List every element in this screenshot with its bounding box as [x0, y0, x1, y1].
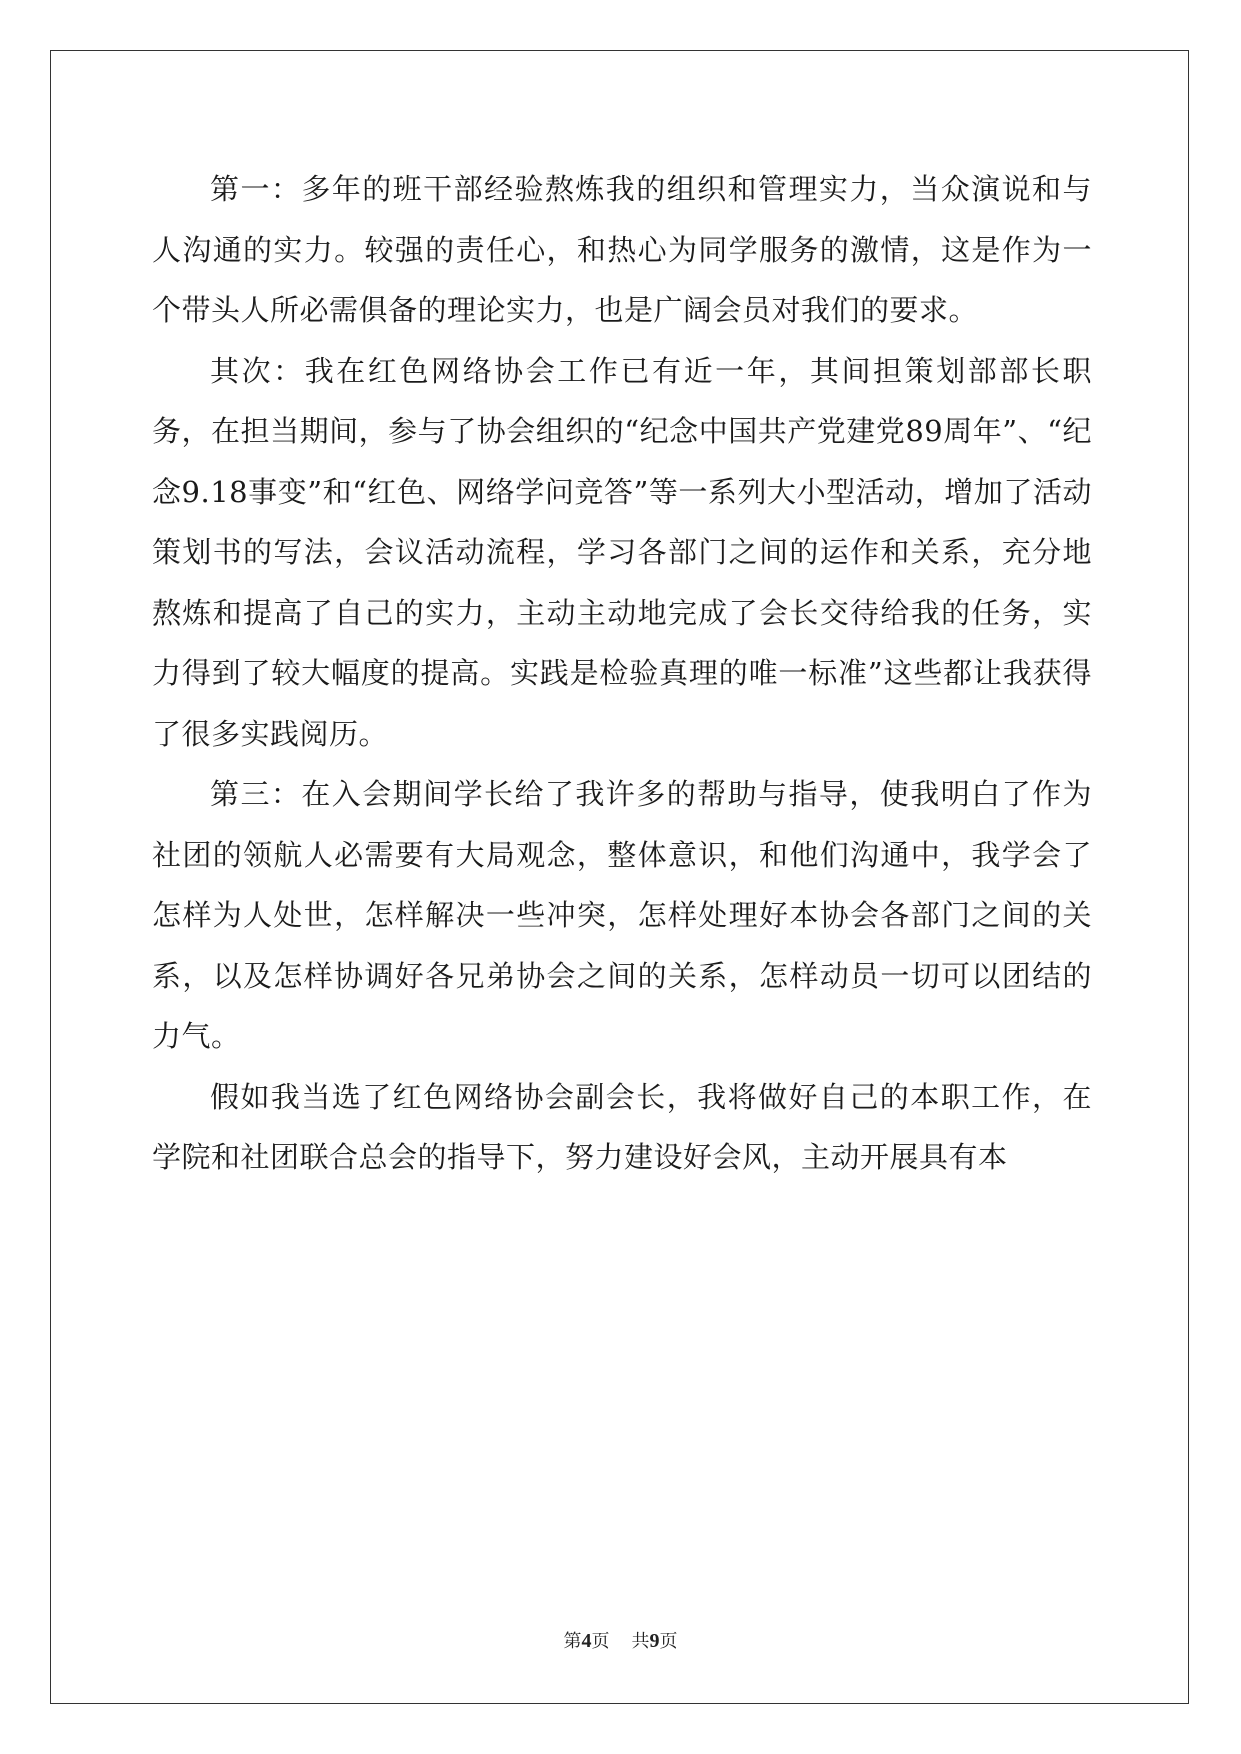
total-prefix: 共: [631, 1631, 650, 1652]
page-prefix: 第: [563, 1631, 582, 1652]
page-suffix: 页: [591, 1631, 610, 1652]
paragraph-2: 其次：我在红色网络协会工作已有近一年，其间担策划部部长职务，在担当期间，参与了协会组织的“纪念中国共产党建党89周年”、“纪念9.18事变”和“红色、网络学问竞答”等一系列大小型活动，增加了活动策划书的写法，会议活动流程，学习各部门之间的运作和关系，充分地熬炼和提高了自己的实力，主动主动地完成了会长交待给我的任务，实力得到了较大幅度的提高。实践是检验真理的唯一标准”这些都让我获得了很多实践阅历。: [152, 353, 1092, 751]
total-suffix: 页: [659, 1631, 678, 1652]
document-body: [152, 159, 1092, 1188]
paragraph-4: 假如我当选了红色网络协会副会长，我将做好自己的本职工作，在学院和社团联合总会的指导下，努力建设好会风，主动开展具有本: [152, 1079, 1092, 1174]
paragraph-1: 第一：多年的班干部经验熬炼我的组织和管理实力，当众演说和与人沟通的实力。较强的责任心，和热心为同学服务的激情，这是作为一个带头人所必需俱备的理论实力，也是广阔会员对我们的要求。: [152, 172, 1092, 327]
current-page-number: 4: [581, 1630, 592, 1652]
page-footer: [0, 1627, 1241, 1653]
paragraph-3: 第三：在入会期间学长给了我许多的帮助与指导，使我明白了作为社团的领航人必需要有大局观念，整体意识，和他们沟通中，我学会了怎样为人处世，怎样解决一些冲突，怎样处理好本协会各部门之间的关系，以及怎样协调好各兄弟协会之间的关系，怎样动员一切可以团结的力气。: [152, 777, 1092, 1053]
total-page-number: 9: [649, 1630, 660, 1652]
